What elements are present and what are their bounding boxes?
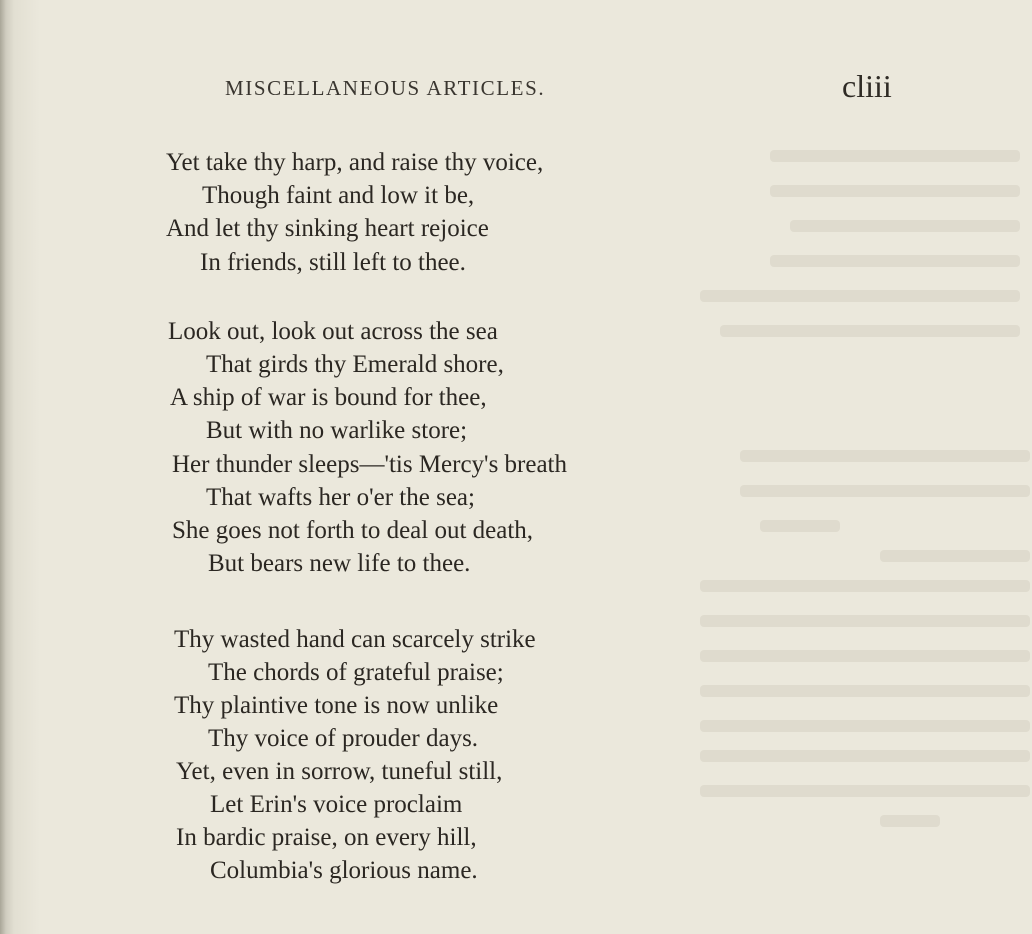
poem-line: The chords of grateful praise; [208,659,504,686]
poem-line: And let thy sinking heart rejoice [166,215,489,242]
poem-line: Let Erin's voice proclaim [210,791,463,818]
poem-line: Thy voice of prouder days. [208,725,479,752]
poem-line: Thy plaintive tone is now unlike [174,692,499,719]
poem-line: A ship of war is bound for thee, [170,384,487,411]
poem-line: Yet, even in sorrow, tuneful still, [176,758,503,785]
poem-line: Look out, look out across the sea [168,318,498,345]
page-header [0,70,1032,110]
page-number: cliii [842,68,892,104]
poem-line: Yet take thy harp, and raise thy voice, [166,149,544,176]
poem-line: Her thunder sleeps—'tis Mercy's breath [172,451,568,478]
poem-line: But bears new life to thee. [208,550,471,577]
poem-line: That wafts her o'er the sea; [206,484,475,511]
poem-line: But with no warlike store; [206,417,468,444]
poem-line: That girds thy Emerald shore, [206,351,504,378]
poem-line: Columbia's glorious name. [210,857,478,884]
running-head: MISCELLANEOUS ARTICLES. [225,76,546,100]
poem-line: In bardic praise, on every hill, [176,824,477,851]
poem-line: In friends, still left to thee. [200,249,466,276]
poem-line: Thy wasted hand can scarcely strike [174,626,536,653]
poem-line: Though faint and low it be, [202,182,475,209]
poem-line: She goes not forth to deal out death, [172,517,534,544]
